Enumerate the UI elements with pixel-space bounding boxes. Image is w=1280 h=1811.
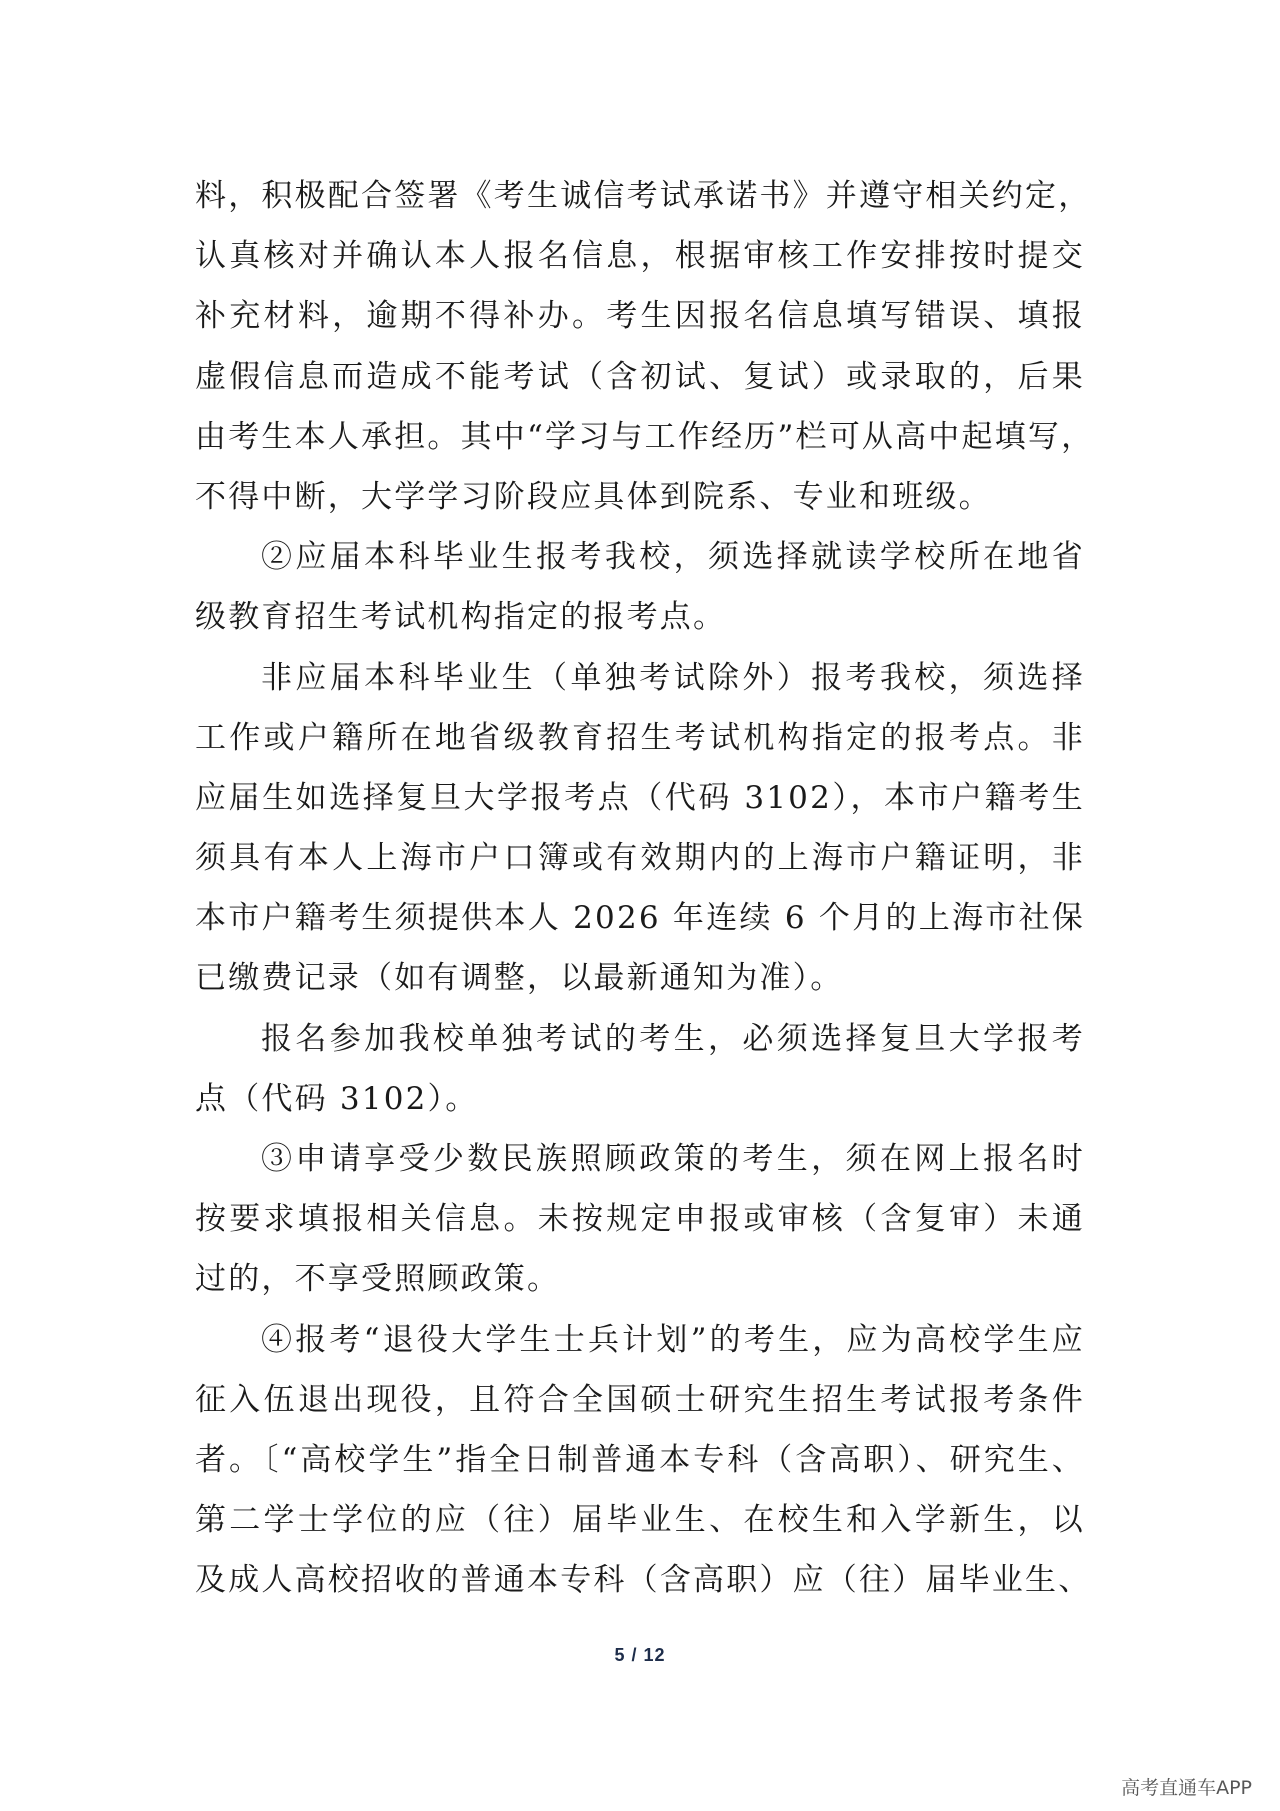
text-line: ③申请享受少数民族照顾政策的考生，须在网上报名时 <box>261 1141 1085 1177</box>
text-line: 第二学士学位的应（往）届毕业生、在校生和入学新生，以 <box>195 1502 1085 1539</box>
text-line: 非应届本科毕业生（单独考试除外）报考我校，须选择 <box>261 659 1085 696</box>
text-line: ②应届本科毕业生报考我校，须选择就读学校所在地省 <box>261 539 1085 576</box>
text-line: 报名参加我校单独考试的考生，必须选择复旦大学报考 <box>261 1020 1085 1057</box>
text-line: 本市户籍考生须提供本人 2026 年连续 6 个月的上海市社保 <box>195 900 1085 937</box>
body-text <box>195 166 1095 1611</box>
watermark-text: 高考直通车APP <box>1121 1777 1252 1799</box>
text-line: 由考生本人承担。其中“学习与工作经历”栏可从高中起填写， <box>195 418 1095 455</box>
text-line: 及成人高校招收的普通本专科（含高职）应（往）届毕业生、 <box>195 1562 1092 1599</box>
text-line: 料，积极配合签署《考生诚信考试承诺书》并遵守相关约定， <box>195 178 1092 214</box>
page-number: 5 / 12 <box>614 1645 666 1665</box>
text-line: 点（代码 3102）。 <box>195 1080 479 1117</box>
text-line: 不得中断，大学学习阶段应具体到院系、专业和班级。 <box>195 478 992 515</box>
text-line: 补充材料，逾期不得补办。考生因报名信息填写错误、填报 <box>195 298 1085 335</box>
text-line: 已缴费记录（如有调整，以最新通知为准）。 <box>195 960 844 997</box>
text-line: 虚假信息而造成不能考试（含初试、复试）或录取的，后果 <box>195 358 1085 395</box>
text-line: 者。〔“高校学生”指全日制普通本专科（含高职）、研究生、 <box>195 1441 1085 1478</box>
text-line: 工作或户籍所在地省级教育招生考试机构指定的报考点。非 <box>195 719 1085 756</box>
text-line: 征入伍退出现役，且符合全国硕士研究生招生考试报考条件 <box>195 1381 1085 1418</box>
text-line: 过的，不享受照顾政策。 <box>195 1261 561 1298</box>
text-line: 按要求填报相关信息。未按规定申报或审核（含复审）未通 <box>195 1201 1085 1238</box>
text-line: ④报考“退役大学生士兵计划”的考生，应为高校学生应 <box>261 1321 1085 1358</box>
text-line: 须具有本人上海市户口簿或有效期内的上海市户籍证明，非 <box>195 840 1085 877</box>
text-line: 级教育招生考试机构指定的报考点。 <box>195 599 727 636</box>
text-line: 认真核对并确认本人报名信息，根据审核工作安排按时提交 <box>195 238 1085 275</box>
text-line: 应届生如选择复旦大学报考点（代码 3102），本市户籍考生 <box>195 779 1085 816</box>
